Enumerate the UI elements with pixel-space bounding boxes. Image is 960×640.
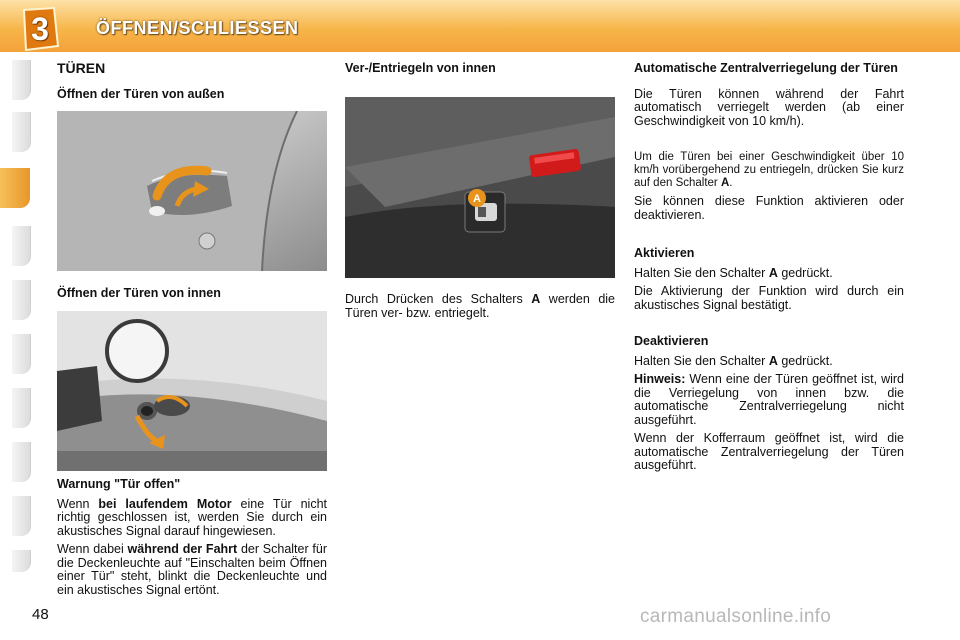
heading-activate: Aktivieren [634,246,695,260]
activate-paragraph-2: Die Aktivierung der Funktion wird durch ein akustisches Signal bestätigt. [634,284,904,312]
chapter-tab-10[interactable] [12,550,31,572]
column-1b [57,287,327,309]
figure-central-lock-switch [345,97,615,278]
auto-lock-paragraph-3: Sie können diese Funktion aktivieren oder deaktivieren. [634,194,904,222]
warning-section [57,478,327,602]
subheading-open-inside: Öffnen der Türen von innen [57,286,221,300]
switch-label-a: A [473,193,481,205]
column-3 [634,62,904,478]
subheading-open-outside: Öffnen der Türen von außen [57,86,225,101]
page-title: ÖFFNEN/SCHLIESSEN [96,18,299,38]
deactivate-paragraph-1: Halten Sie den Schalter A gedrückt. [634,353,833,368]
column-2-text [345,293,615,325]
lock-unlock-paragraph: Durch Drücken des Schalters A werden die Türen ver- bzw. entriegelt. [345,292,616,320]
column-1 [57,62,327,109]
chapter-tab-3-active[interactable] [0,168,30,208]
chapter-tab-4[interactable] [12,226,31,266]
chapter-tab-2[interactable] [12,112,31,152]
section-heading-tueren: TÜREN [57,60,106,76]
chapter-tab-6[interactable] [12,334,31,374]
chapter-tab-9[interactable] [12,496,31,536]
auto-lock-paragraph-2: Um die Türen bei einer Geschwindigkeit über 10 km/h vorübergehend zu entriegeln, drücken Sie kurz auf den Schalter A. [634,151,904,189]
figure-interior-door-handle [57,311,327,471]
chapter-tab-8[interactable] [12,442,31,482]
warning-paragraph-1: Wenn bei laufendem Motor eine Tür nicht richtig geschlossen ist, werden Sie durch ein akustisches Signal darauf hingewiesen. [57,496,327,538]
note-paragraph: Hinweis: Wenn eine der Türen geöffnet ist, wird die Verriegelung von innen bzw. die automatische Zentralverriegelung nicht ausgeführt. [634,372,904,427]
chapter-tab-1[interactable] [12,60,31,100]
heading-auto-central-locking: Automatische Zentralverriegelung der Türen [634,61,898,75]
chapter-tab-5[interactable] [12,280,31,320]
figure-exterior-door-handle [57,111,327,271]
watermark: carmanualsonline.info [640,606,832,627]
column-2 [345,62,615,84]
activate-paragraph-1: Halten Sie den Schalter A gedrückt. [634,265,833,280]
warning-heading: Warnung "Tür offen" [57,477,181,491]
page-number: 48 [32,606,49,623]
heading-lock-unlock-inside: Ver-/Entriegeln von innen [345,61,496,75]
chapter-badge [18,6,62,52]
chapter-tabs [0,60,32,580]
heading-deactivate: Deaktivieren [634,334,709,348]
warning-paragraph-2: Wenn dabei während der Fahrt der Schalter für die Deckenleuchte auf "Einschalten beim Öffnen einer Tür" steht, blinkt die Deckenleuchte und ein akustisches Signal ertönt. [57,542,327,597]
trunk-paragraph: Wenn der Kofferraum geöffnet ist, wird die automatische Zentralverriegelung der Türen ausgeführt. [634,431,904,472]
chapter-tab-7[interactable] [12,388,31,428]
chapter-number: 3 [31,11,49,47]
auto-lock-paragraph-1: Die Türen können während der Fahrt automatisch verriegelt werden (ab einer Geschwindigkeit von 10 km/h). [634,86,904,128]
